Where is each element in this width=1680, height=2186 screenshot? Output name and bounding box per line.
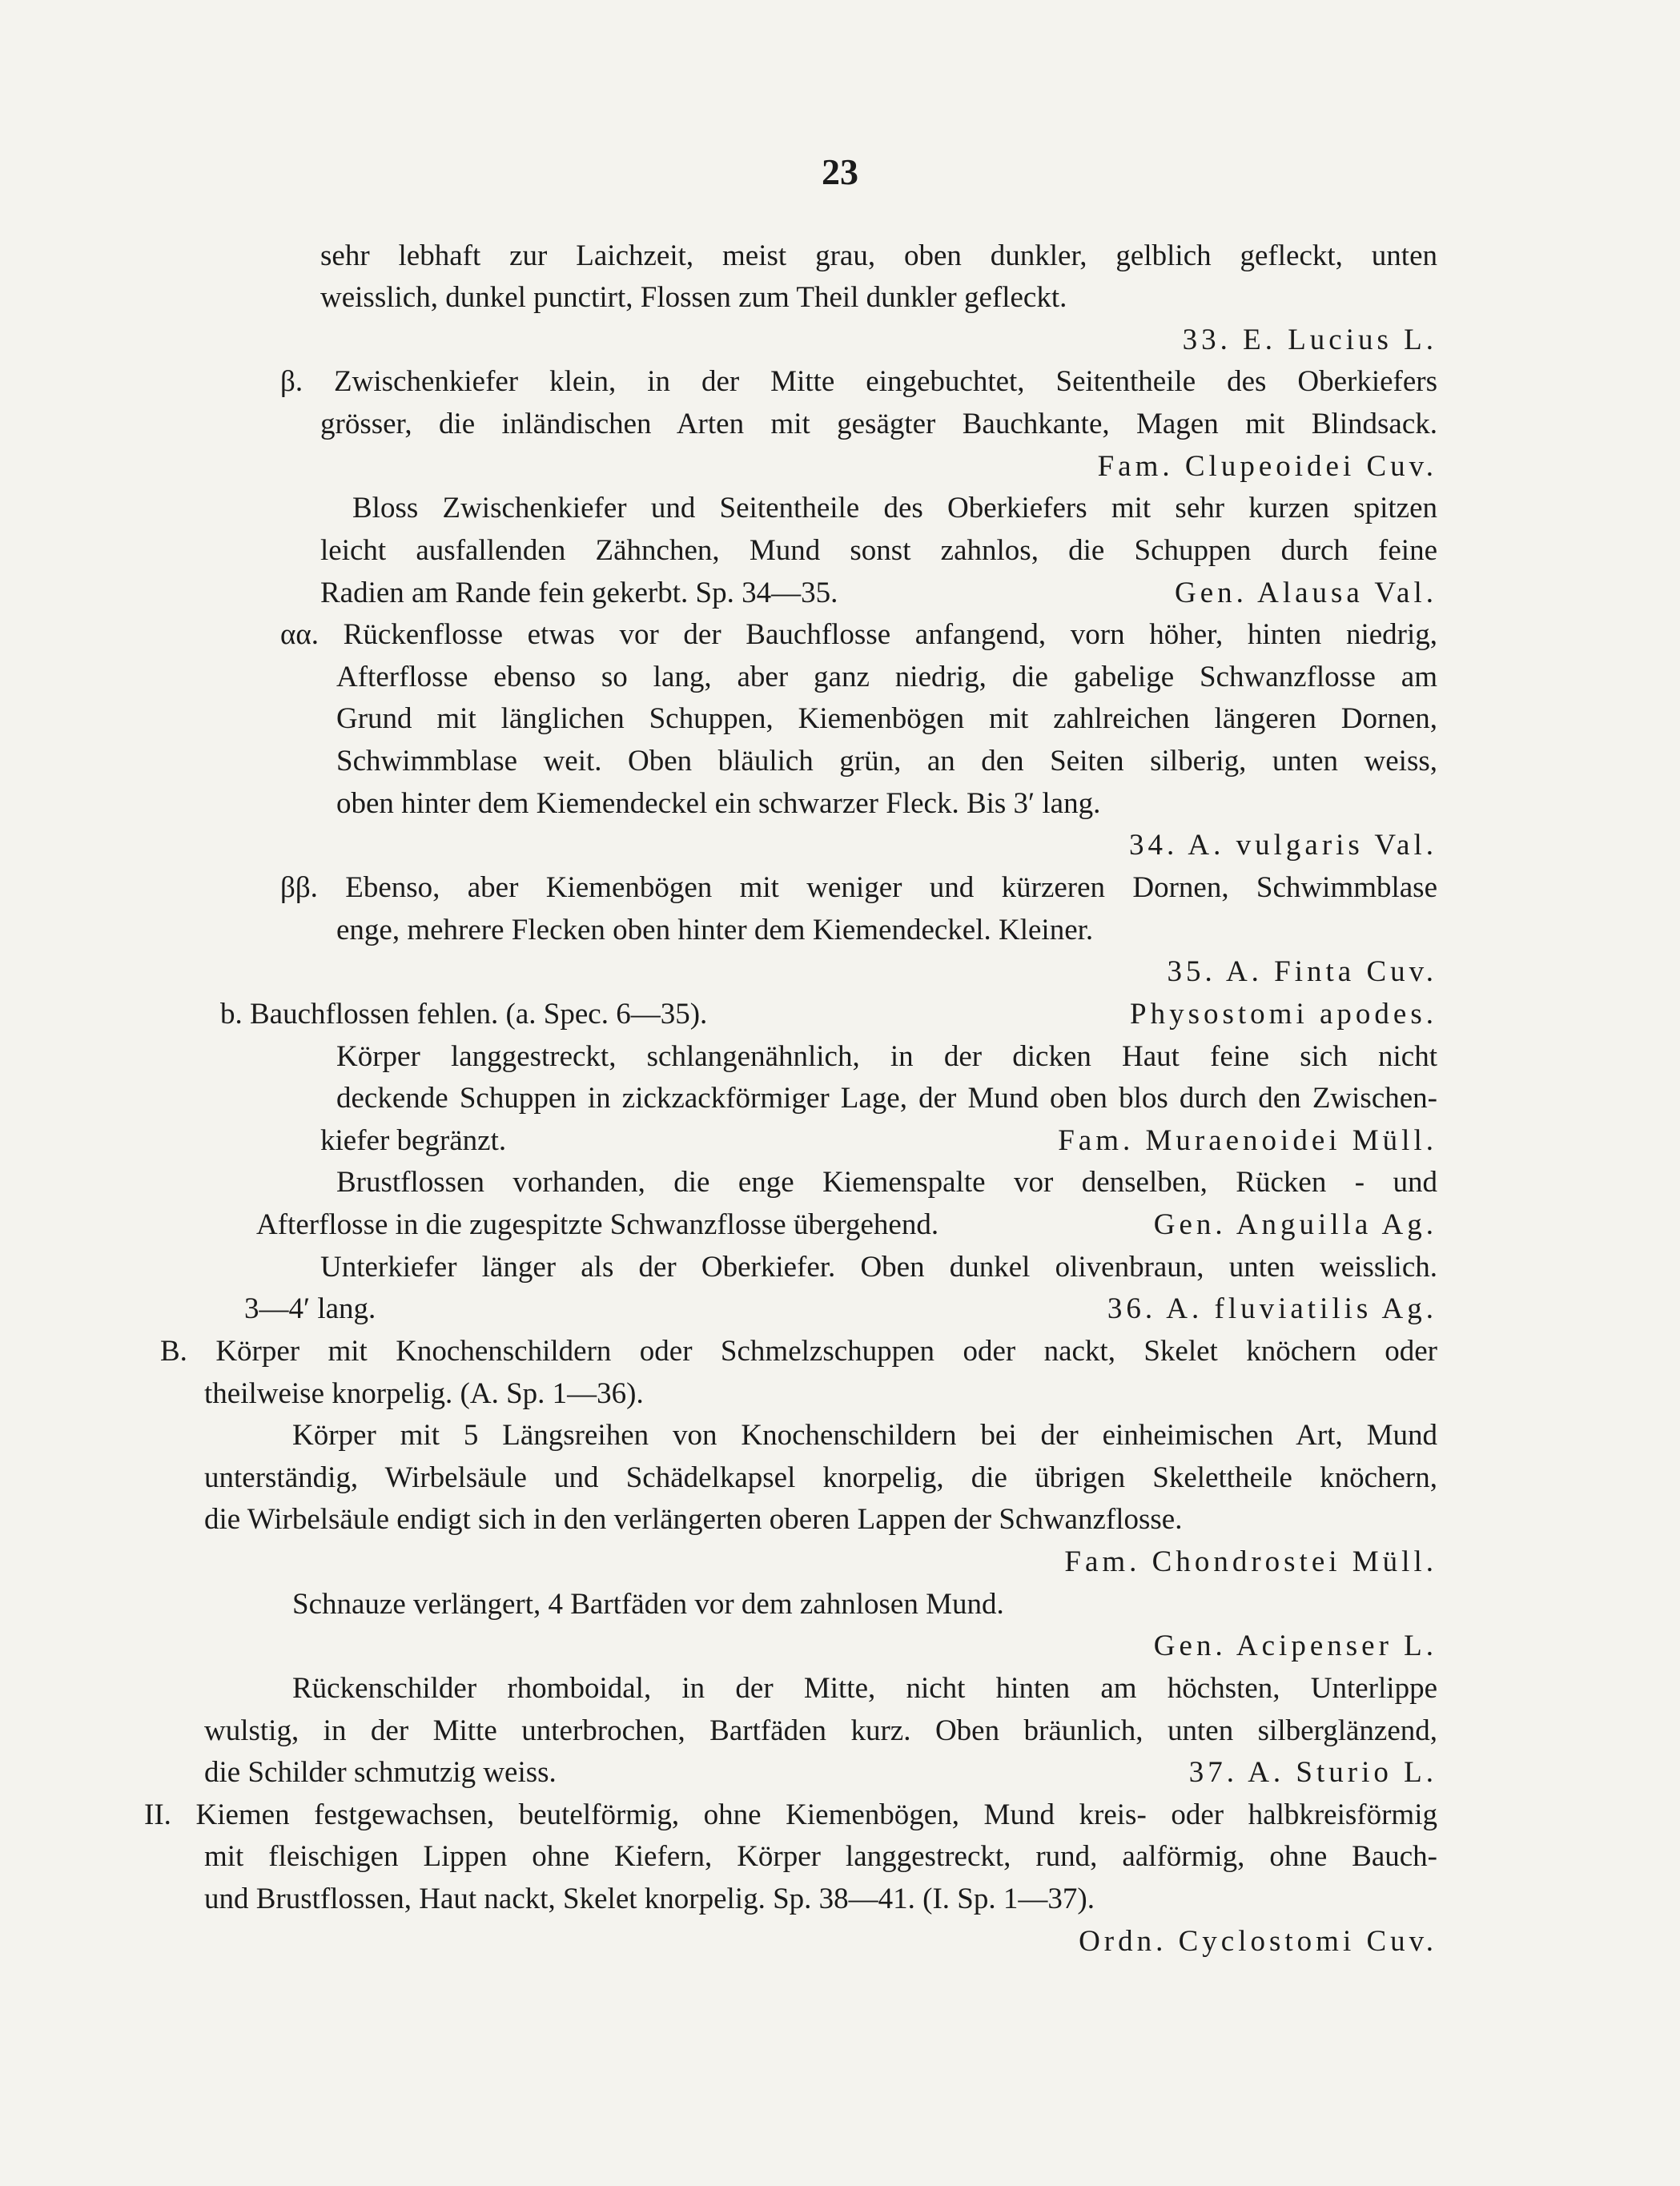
family-label: Fam. Chondrostei Müll. — [1064, 1545, 1437, 1578]
text-line: wulstig, in der Mitte unterbrochen, Bartfäden kurz. Oben bräunlich, unten silberglänzend, — [204, 1714, 1437, 1747]
text-line: Radien am Rande fein gekerbt. Sp. 34—35. — [320, 577, 838, 609]
text-line: ββ. Ebenso, aber Kiemenbögen mit weniger und kürzeren Dornen, Schwimmblase — [280, 871, 1437, 904]
text-line: B. Körper mit Knochenschildern oder Schmelzschuppen oder nackt, Skelet knöchern oder — [160, 1335, 1437, 1368]
species-label: 37. A. Sturio L. — [1188, 1756, 1437, 1789]
text-line: enge, mehrere Flecken oben hinter dem Kiemendeckel. Kleiner. — [336, 914, 1094, 946]
text-line: Afterflosse ebenso so lang, aber ganz niedrig, die gabelige Schwanzflosse am — [336, 661, 1437, 693]
species-label: 33. E. Lucius L. — [1182, 323, 1437, 356]
text-line: β. Zwischenkiefer klein, in der Mitte eingebuchtet, Seitentheile des Oberkiefers — [280, 365, 1437, 398]
text-line: Schwimmblase weit. Oben bläulich grün, an den Seiten silberig, unten weiss, — [336, 745, 1437, 778]
text-line: Grund mit länglichen Schuppen, Kiemenbögen mit zahlreichen längeren Dornen, — [336, 702, 1437, 735]
text-line: Brustflossen vorhanden, die enge Kiemenspalte vor denselben, Rücken - und — [336, 1166, 1437, 1199]
text-line: die Wirbelsäule endigt sich in den verlängerten oberen Lappen der Schwanzflosse. — [204, 1503, 1183, 1536]
text-line: deckende Schuppen in zickzackförmiger Lage, der Mund oben blos durch den Zwischen- — [336, 1082, 1437, 1115]
text-line: weisslich, dunkel punctirt, Flossen zum Theil dunkler gefleckt. — [320, 281, 1067, 314]
order-label: Ordn. Cyclostomi Cuv. — [1079, 1925, 1437, 1958]
text-line: und Brustflossen, Haut nackt, Skelet knorpelig. Sp. 38—41. (I. Sp. 1—37). — [204, 1883, 1095, 1915]
family-label: Fam. Muraenoidei Müll. — [1058, 1124, 1437, 1157]
text-line: 3—4′ lang. — [244, 1292, 376, 1325]
text-line: mit fleischigen Lippen ohne Kiefern, Körper langgestreckt, rund, aalförmig, ohne Bauch- — [204, 1840, 1437, 1873]
species-label: 36. A. fluviatilis Ag. — [1107, 1292, 1437, 1325]
genus-label: Gen. Alausa Val. — [1175, 577, 1437, 609]
page-number: 23 — [822, 151, 858, 192]
text-line: Rückenschilder rhomboidal, in der Mitte, nicht hinten am höchsten, Unterlippe — [292, 1672, 1437, 1705]
species-label: 34. A. vulgaris Val. — [1128, 829, 1437, 862]
text-line: unterständig, Wirbelsäule und Schädelkapsel knorpelig, die übrigen Skelettheile knöchern, — [204, 1461, 1437, 1494]
text-line: αα. Rückenflosse etwas vor der Bauchflosse anfangend, vorn höher, hinten niedrig, — [280, 618, 1437, 651]
text-line: kiefer begränzt. — [320, 1124, 507, 1157]
text-line: Bloss Zwischenkiefer und Seitentheile des Oberkiefers mit sehr kurzen spitzen — [352, 492, 1437, 524]
genus-label: Gen. Acipenser L. — [1153, 1629, 1437, 1662]
text-line: oben hinter dem Kiemendeckel ein schwarzer Fleck. Bis 3′ lang. — [336, 787, 1101, 820]
text-line: Körper mit 5 Längsreihen von Knochenschildern bei der einheimischen Art, Mund — [292, 1419, 1437, 1452]
group-label: Physostomi apodes. — [1130, 998, 1437, 1031]
text-line: grösser, die inländischen Arten mit gesägter Bauchkante, Magen mit Blindsack. — [320, 408, 1437, 440]
family-label: Fam. Clupeoidei Cuv. — [1097, 450, 1437, 483]
text-line: leicht ausfallenden Zähnchen, Mund sonst zahnlos, die Schuppen durch feine — [320, 534, 1437, 567]
text-line: II. Kiemen festgewachsen, beutelförmig, ohne Kiemenbögen, Mund kreis- oder halbkreisförmig — [144, 1798, 1437, 1831]
text-line: b. Bauchflossen fehlen. (a. Spec. 6—35). — [220, 998, 708, 1031]
genus-label: Gen. Anguilla Ag. — [1153, 1208, 1437, 1241]
species-label: 35. A. Finta Cuv. — [1167, 955, 1437, 988]
text-line: Afterflosse in die zugespitzte Schwanzflosse übergehend. — [256, 1208, 939, 1241]
text-line: Unterkiefer länger als der Oberkiefer. Oben dunkel olivenbraun, unten weisslich. — [320, 1251, 1437, 1284]
text-line: Körper langgestreckt, schlangenähnlich, in der dicken Haut feine sich nicht — [336, 1040, 1437, 1073]
text-line: theilweise knorpelig. (A. Sp. 1—36). — [204, 1377, 644, 1410]
text-line: sehr lebhaft zur Laichzeit, meist grau, oben dunkler, gelblich gefleckt, unten — [320, 239, 1437, 272]
text-line: Schnauze verlängert, 4 Bartfäden vor dem zahnlosen Mund. — [292, 1588, 1004, 1621]
text-line: die Schilder schmutzig weiss. — [204, 1756, 557, 1789]
